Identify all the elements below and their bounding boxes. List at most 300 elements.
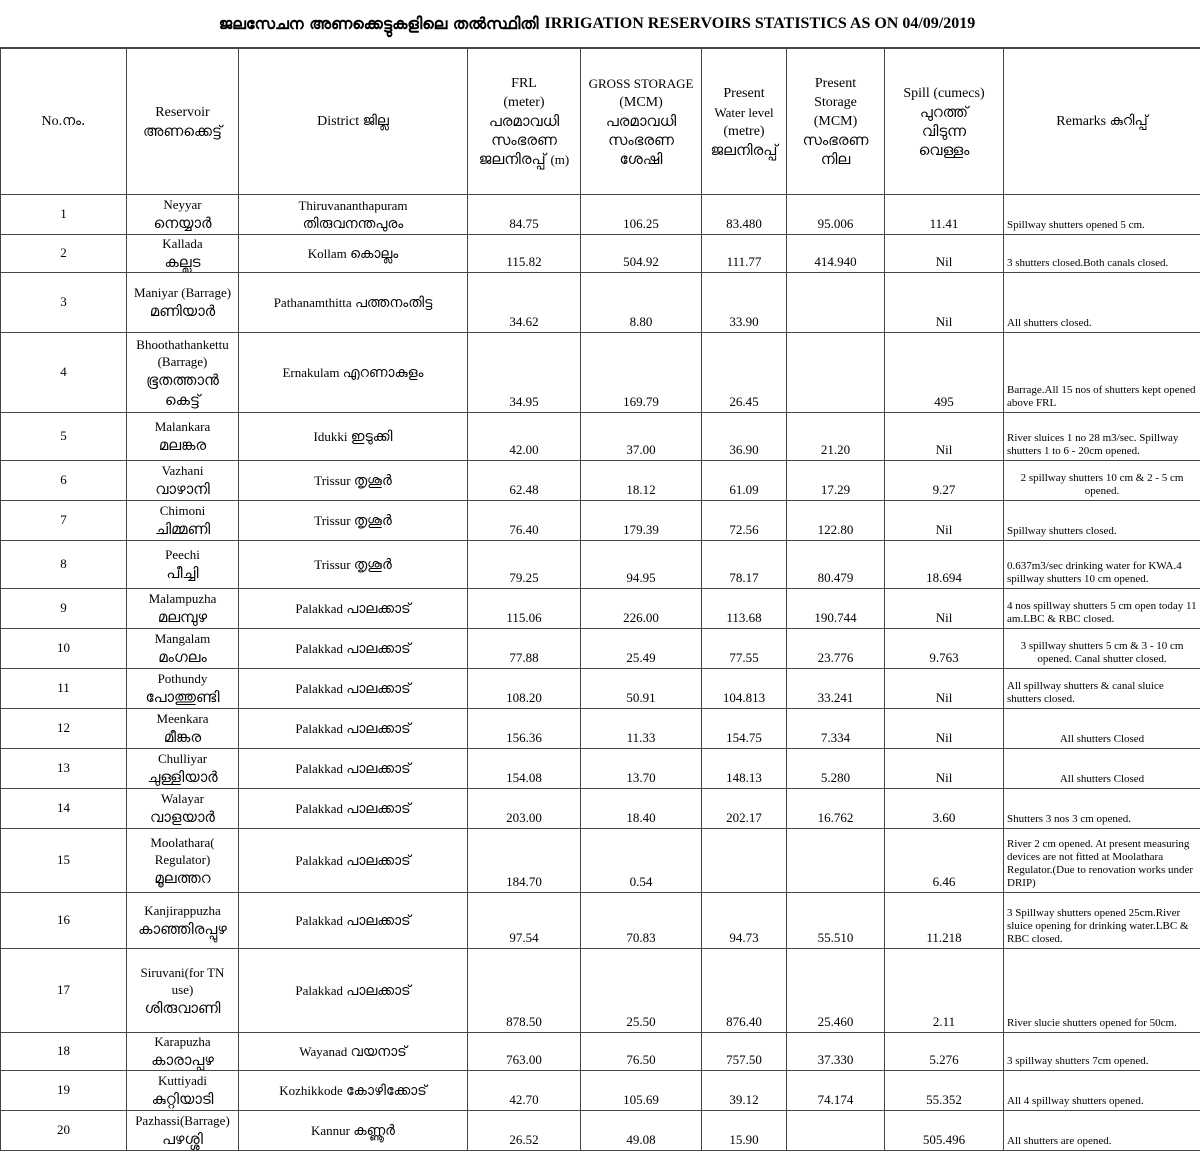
cell-no: 11 [1,669,127,709]
title-malayalam: ജലസേചന അണക്കെട്ടുകളിലെ തൽസ്ഥിതി [219,14,539,34]
cell-gross-storage: 49.08 [581,1111,702,1151]
cell-reservoir [127,669,239,709]
reservoir-name-ml: വാഴാനി [130,479,235,499]
cell-no: 10 [1,629,127,669]
cell-remarks: 4 nos spillway shutters 5 cm open today 11 am.LBC & RBC closed. [1004,589,1200,629]
district-name-en: Ernakulam [282,365,339,380]
reservoir-name-ml: കാരാപ്പുഴ [130,1050,235,1070]
cell-water-level: 83.480 [702,195,787,235]
cell-district [239,1033,468,1071]
cell-gross-storage: 226.00 [581,589,702,629]
reservoir-name-en: Kallada [130,235,235,252]
cell-gross-storage: 25.49 [581,629,702,669]
cell-district [239,893,468,949]
header-remarks-ml: കുറിപ്പ് [1110,113,1148,129]
title-english: IRRIGATION RESERVOIRS STATISTICS AS ON 04/09/2019 [544,15,975,33]
cell-water-level: 757.50 [702,1033,787,1071]
reservoir-name-ml: മണിയാർ [130,301,235,321]
cell-gross-storage: 179.39 [581,501,702,541]
header-reservoir-ml: അണക്കെട്ട് [130,122,235,141]
cell-district [239,589,468,629]
cell-remarks: 2 spillway shutters 10 cm & 2 - 5 cm opened. [1004,461,1200,501]
cell-reservoir [127,709,239,749]
cell-spill: Nil [885,709,1004,749]
cell-present-storage: 5.280 [787,749,885,789]
cell-water-level: 26.45 [702,333,787,413]
reservoir-name-ml: ചിമ്മണി [130,519,235,539]
cell-no: 8 [1,541,127,589]
district-name-en: Thiruvananthapuram [242,197,464,215]
header-storage-en3: (MCM) [790,112,881,131]
reservoir-name-en: Pothundy [130,670,235,687]
cell-present-storage: 21.20 [787,413,885,461]
header-gross-ml1: പരമാവധി [584,112,698,131]
district-name-en: Palakkad [295,853,343,868]
cell-gross-storage: 70.83 [581,893,702,949]
header-spill [885,49,1004,195]
cell-district [239,195,468,235]
header-remarks [1004,49,1200,195]
table-row [1,789,1200,829]
table-row [1,1033,1200,1071]
cell-frl: 97.54 [468,893,581,949]
cell-spill: 3.60 [885,789,1004,829]
cell-remarks: All shutters closed. [1004,273,1200,333]
reservoir-name-en: Meenkara [130,710,235,727]
cell-present-storage: 80.479 [787,541,885,589]
cell-no: 9 [1,589,127,629]
table-row [1,1071,1200,1111]
cell-remarks: River 2 cm opened. At present measuring devices are not fitted at Moolathara Regulator.(Due to renovation works under DRIP) [1004,829,1200,893]
cell-spill: Nil [885,273,1004,333]
cell-reservoir [127,949,239,1033]
reservoir-name-ml: മലങ്കര [130,435,235,455]
header-gross-ml3: ശേഷി [584,150,698,169]
cell-frl: 62.48 [468,461,581,501]
header-no-en: No. [42,114,63,129]
cell-district [239,709,468,749]
district-name-ml: പാലക്കാട് [346,983,410,999]
cell-district [239,1071,468,1111]
district-name-en: Palakkad [295,913,343,928]
reservoir-name-ml: പഴശ്ശി [130,1129,235,1149]
cell-reservoir [127,1033,239,1071]
reservoir-name-en: Peechi [130,546,235,563]
district-name-en: Palakkad [295,983,343,998]
table-row [1,501,1200,541]
header-spill-ml2: വിടുന്ന [888,122,1000,141]
cell-remarks: All shutters Closed [1004,709,1200,749]
cell-gross-storage: 8.80 [581,273,702,333]
cell-reservoir [127,1111,239,1151]
cell-remarks: 3 Spillway shutters opened 25cm.River sluice opening for drinking water.LBC & RBC closed. [1004,893,1200,949]
header-spill-ml1: പുറത്ത് [888,103,1000,122]
cell-water-level: 77.55 [702,629,787,669]
header-level-ml1: ജലനിരപ്പ് [705,141,783,160]
district-name-en: Kozhikkode [279,1083,343,1098]
district-name-en: Pathanamthitta [274,295,352,310]
cell-water-level: 94.73 [702,893,787,949]
cell-frl: 42.00 [468,413,581,461]
district-name-ml: കണ്ണൂർ [353,1123,395,1139]
cell-present-storage: 190.744 [787,589,885,629]
cell-district [239,1111,468,1151]
header-level-en1: Present [705,84,783,103]
cell-present-storage: 17.29 [787,461,885,501]
table-row [1,749,1200,789]
cell-district [239,273,468,333]
table-row [1,273,1200,333]
cell-present-storage: 16.762 [787,789,885,829]
cell-present-storage: 37.330 [787,1033,885,1071]
reservoir-name-en: Malankara [130,418,235,435]
cell-frl: 184.70 [468,829,581,893]
cell-spill: Nil [885,669,1004,709]
cell-spill: 55.352 [885,1071,1004,1111]
district-name-ml: പാലക്കാട് [346,913,410,929]
district-name-ml: തൃശൂർ [354,513,392,529]
reservoir-name-en: Siruvani(for TN use) [130,964,235,998]
header-district-en: District [317,114,359,129]
cell-remarks: Spillway shutters opened 5 cm. [1004,195,1200,235]
cell-present-storage: 95.006 [787,195,885,235]
cell-reservoir [127,629,239,669]
cell-spill: Nil [885,749,1004,789]
district-name-en: Trissur [314,513,350,528]
header-frl-unit: (m) [550,152,569,167]
cell-no: 13 [1,749,127,789]
district-name-en: Palakkad [295,641,343,656]
cell-spill: Nil [885,235,1004,273]
table-row [1,333,1200,413]
district-name-ml: പത്തനംതിട്ട [355,295,432,311]
reservoir-name-ml: കുറ്റിയാടി [130,1089,235,1109]
cell-gross-storage: 105.69 [581,1071,702,1111]
cell-remarks: All shutters Closed [1004,749,1200,789]
cell-water-level [702,829,787,893]
table-row [1,629,1200,669]
reservoir-name-ml: മംഗലം [130,647,235,667]
cell-gross-storage: 11.33 [581,709,702,749]
cell-spill: 11.41 [885,195,1004,235]
cell-water-level: 61.09 [702,461,787,501]
district-name-en: Trissur [314,473,350,488]
cell-spill: 5.276 [885,1033,1004,1071]
cell-water-level: 104.813 [702,669,787,709]
cell-gross-storage: 76.50 [581,1033,702,1071]
cell-no: 3 [1,273,127,333]
table-row [1,893,1200,949]
cell-reservoir [127,589,239,629]
reservoir-name-ml: ഭൂതത്താൻ കെട്ട് [130,370,235,410]
district-name-en: Trissur [314,557,350,572]
reservoir-name-en: Chimoni [130,502,235,519]
cell-water-level: 148.13 [702,749,787,789]
cell-frl: 878.50 [468,949,581,1033]
cell-frl: 42.70 [468,1071,581,1111]
district-name-ml: പാലക്കാട് [346,801,410,817]
cell-district [239,501,468,541]
header-reservoir [127,49,239,195]
cell-water-level: 39.12 [702,1071,787,1111]
cell-water-level: 15.90 [702,1111,787,1151]
cell-remarks: Shutters 3 nos 3 cm opened. [1004,789,1200,829]
cell-reservoir [127,893,239,949]
district-name-ml: കോഴിക്കോട് [346,1083,427,1099]
header-level-en3: (metre) [705,122,783,141]
cell-water-level: 111.77 [702,235,787,273]
district-name-en: Kollam [308,246,347,261]
cell-district [239,461,468,501]
header-gross-en1: GROSS STORAGE [584,74,698,93]
reservoir-name-en: Moolathara( Regulator) [130,834,235,868]
cell-reservoir [127,789,239,829]
table-row [1,669,1200,709]
header-remarks-en: Remarks [1056,114,1106,129]
cell-water-level: 202.17 [702,789,787,829]
cell-present-storage: 55.510 [787,893,885,949]
header-storage-ml2: നില [790,150,881,169]
cell-district [239,789,468,829]
cell-remarks: 3 spillway shutters 5 cm & 3 - 10 cm opened. Canal shutter closed. [1004,629,1200,669]
cell-gross-storage: 169.79 [581,333,702,413]
cell-no: 20 [1,1111,127,1151]
cell-no: 6 [1,461,127,501]
district-name-ml: എറണാകുളം [343,365,424,381]
district-name-ml: പാലക്കാട് [346,853,410,869]
district-name-ml: കൊല്ലം [350,246,398,262]
cell-spill: 9.27 [885,461,1004,501]
district-name-en: Palakkad [295,601,343,616]
cell-frl: 115.82 [468,235,581,273]
header-reservoir-en: Reservoir [130,103,235,122]
cell-spill: 9.763 [885,629,1004,669]
cell-frl: 115.06 [468,589,581,629]
cell-no: 17 [1,949,127,1033]
cell-no: 15 [1,829,127,893]
header-row [1,49,1200,195]
cell-frl: 156.36 [468,709,581,749]
cell-remarks: 3 shutters closed.Both canals closed. [1004,235,1200,273]
cell-gross-storage: 0.54 [581,829,702,893]
cell-gross-storage: 94.95 [581,541,702,589]
cell-district [239,949,468,1033]
cell-present-storage: 25.460 [787,949,885,1033]
header-spill-en1: Spill (cumecs) [888,84,1000,103]
cell-frl: 79.25 [468,541,581,589]
cell-no: 19 [1,1071,127,1111]
cell-reservoir [127,195,239,235]
cell-district [239,333,468,413]
cell-present-storage: 122.80 [787,501,885,541]
district-name-ml: തൃശൂർ [354,557,392,573]
cell-reservoir [127,1071,239,1111]
reservoir-name-en: Mangalam [130,630,235,647]
cell-district [239,629,468,669]
header-level [702,49,787,195]
cell-spill: 11.218 [885,893,1004,949]
header-frl-ml1: പരമാവധി [471,112,577,131]
table-row [1,195,1200,235]
cell-frl: 34.62 [468,273,581,333]
header-storage-en1: Present [790,74,881,93]
reservoir-name-ml: ചുള്ളിയാർ [130,767,235,787]
reservoir-name-en: Walayar [130,790,235,807]
cell-district [239,669,468,709]
cell-no: 1 [1,195,127,235]
reservoir-table [0,48,1200,1151]
cell-district [239,413,468,461]
header-spill-ml3: വെള്ളം [888,141,1000,160]
header-frl-en1: FRL [471,74,577,93]
district-name-ml: പാലക്കാട് [346,761,410,777]
cell-remarks: Spillway shutters closed. [1004,501,1200,541]
district-name-ml: പാലക്കാട് [346,601,410,617]
reservoir-name-ml: മലമ്പുഴ [130,607,235,627]
header-frl-ml3: ജലനിരപ്പ് [479,150,546,168]
cell-spill: 18.694 [885,541,1004,589]
cell-gross-storage: 106.25 [581,195,702,235]
district-name-ml: പാലക്കാട് [346,721,410,737]
header-gross-en2: (MCM) [584,93,698,112]
district-name-en: Idukki [314,429,348,444]
reservoir-name-ml: കാഞ്ഞിരപ്പുഴ [130,919,235,939]
cell-spill: Nil [885,501,1004,541]
cell-frl: 26.52 [468,1111,581,1151]
reservoir-name-en: Pazhassi(Barrage) [130,1112,235,1129]
reservoir-name-en: Bhoothathankettu (Barrage) [130,336,235,370]
cell-gross-storage: 504.92 [581,235,702,273]
cell-spill: Nil [885,589,1004,629]
cell-frl: 154.08 [468,749,581,789]
cell-present-storage: 7.334 [787,709,885,749]
reservoir-name-en: Kuttiyadi [130,1072,235,1089]
cell-reservoir [127,235,239,273]
cell-present-storage: 23.776 [787,629,885,669]
reservoir-name-en: Malampuzha [130,590,235,607]
table-row [1,541,1200,589]
header-frl-ml2: സംഭരണ [471,131,577,150]
cell-remarks: All shutters are opened. [1004,1111,1200,1151]
cell-remarks: River sluices 1 no 28 m3/sec. Spillway shutters 1 to 6 - 20cm opened. [1004,413,1200,461]
district-name-en: Palakkad [295,721,343,736]
cell-present-storage [787,829,885,893]
cell-no: 5 [1,413,127,461]
cell-frl: 763.00 [468,1033,581,1071]
cell-no: 18 [1,1033,127,1071]
cell-reservoir [127,501,239,541]
cell-spill: Nil [885,413,1004,461]
cell-frl: 34.95 [468,333,581,413]
table-row [1,829,1200,893]
cell-district [239,749,468,789]
district-name-en: Palakkad [295,801,343,816]
district-name-ml: തിരുവനന്തപുരം [242,215,464,233]
reservoir-name-ml: വാളയാർ [130,807,235,827]
table-row [1,235,1200,273]
district-name-en: Palakkad [295,681,343,696]
cell-no: 16 [1,893,127,949]
cell-water-level: 36.90 [702,413,787,461]
header-frl [468,49,581,195]
header-gross [581,49,702,195]
district-name-ml: പാലക്കാട് [346,681,410,697]
cell-reservoir [127,541,239,589]
reservoir-name-ml: ശിരുവാണി [130,998,235,1018]
cell-gross-storage: 18.40 [581,789,702,829]
cell-present-storage [787,1111,885,1151]
header-district [239,49,468,195]
cell-spill: 495 [885,333,1004,413]
district-name-en: Palakkad [295,761,343,776]
reservoir-name-ml: പീച്ചി [130,563,235,583]
cell-water-level: 78.17 [702,541,787,589]
cell-frl: 84.75 [468,195,581,235]
cell-frl: 108.20 [468,669,581,709]
cell-remarks: 3 spillway shutters 7cm opened. [1004,1033,1200,1071]
cell-spill: 505.496 [885,1111,1004,1151]
cell-water-level: 72.56 [702,501,787,541]
cell-no: 7 [1,501,127,541]
header-no [1,49,127,195]
cell-reservoir [127,413,239,461]
cell-no: 2 [1,235,127,273]
cell-frl: 203.00 [468,789,581,829]
cell-remarks: All spillway shutters & canal sluice shutters closed. [1004,669,1200,709]
district-name-en: Kannur [311,1123,350,1138]
cell-remarks: River slucie shutters opened for 50cm. [1004,949,1200,1033]
reservoir-name-en: Neyyar [130,196,235,213]
header-frl-en2: (meter) [471,93,577,112]
table-row [1,709,1200,749]
page-title [0,0,1200,48]
table-row [1,949,1200,1033]
cell-frl: 77.88 [468,629,581,669]
cell-district [239,829,468,893]
reservoir-name-ml: മൂലത്തറ [130,868,235,888]
header-district-ml: ജില്ല [363,113,389,129]
reservoir-name-en: Chulliyar [130,750,235,767]
reservoir-name-en: Maniyar (Barrage) [130,284,235,301]
reservoir-name-en: Karapuzha [130,1033,235,1050]
table-body [1,195,1200,1151]
cell-gross-storage: 13.70 [581,749,702,789]
reservoir-name-en: Vazhani [130,462,235,479]
district-name-ml: പാലക്കാട് [346,641,410,657]
cell-gross-storage: 37.00 [581,413,702,461]
cell-reservoir [127,749,239,789]
cell-water-level: 876.40 [702,949,787,1033]
header-storage-en2: Storage [790,93,881,112]
table-row [1,589,1200,629]
reservoir-name-ml: നെയ്യാർ [130,213,235,233]
cell-present-storage: 74.174 [787,1071,885,1111]
cell-gross-storage: 25.50 [581,949,702,1033]
cell-no: 4 [1,333,127,413]
cell-water-level: 113.68 [702,589,787,629]
header-gross-ml2: സംഭരണ [584,131,698,150]
cell-present-storage: 414.940 [787,235,885,273]
cell-spill: 2.11 [885,949,1004,1033]
cell-gross-storage: 50.91 [581,669,702,709]
cell-reservoir [127,273,239,333]
cell-present-storage [787,333,885,413]
cell-district [239,235,468,273]
cell-present-storage: 33.241 [787,669,885,709]
cell-spill: 6.46 [885,829,1004,893]
reservoir-name-ml: കല്ലട [130,252,235,272]
cell-no: 14 [1,789,127,829]
